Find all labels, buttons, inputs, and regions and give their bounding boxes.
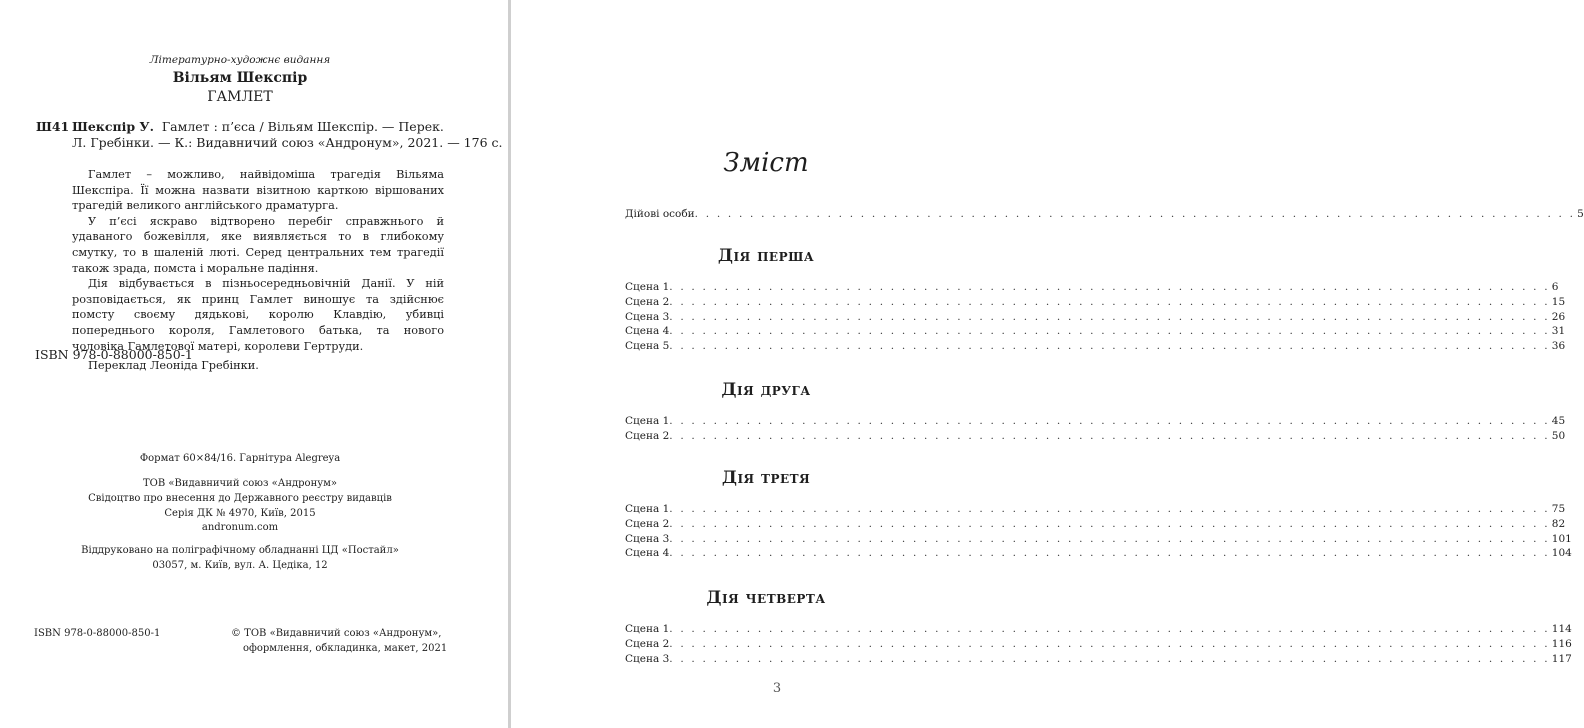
toc-entry[interactable] (625, 502, 1566, 517)
annotation-paragraph: Гамлет – можливо, найвідоміша трагедія Вільяма Шекспіра. Її можна назвати візитною карткою віршованих трагедій великого англійського драматурга. (72, 168, 444, 213)
toc-entry-label: Сцена 2 (625, 517, 670, 530)
toc-entry[interactable] (625, 280, 1559, 295)
toc-entry-label: Сцена 3 (625, 310, 670, 323)
dot-leader: . . . . . . . . . . . . . . . . . . . . . . . . . . . . . . . . . . . . . . . . . . . . . . . . . . . . . . . . . . . . . . . . . . . . . . . . . . . . . . . . (669, 415, 1550, 427)
catalog-line-2: Л. Гребінки. — К.: Видавничий союз «Андронум», 2021. — 176 с. (72, 135, 503, 150)
publisher-name: ТОВ «Видавничий союз «Андронум» (142, 478, 338, 489)
toc-entry-page: 114 (1551, 623, 1572, 635)
catalog-code: Ш41 (36, 119, 70, 134)
toc-entry-page: 6 (1551, 281, 1559, 293)
toc-entry-page: 5 (1577, 208, 1584, 220)
toc-entry-label: Сцена 1 (625, 623, 670, 635)
act-heading: Дія третя (721, 468, 811, 488)
toc-entry-label: Сцена 5 (625, 340, 670, 353)
dot-leader: . . . . . . . . . . . . . . . . . . . . . . . . . . . . . . . . . . . . . . . . . . . . . . . . . . . . . . . . . . . . . . . . . . . . . . . . . . . . . . . . (669, 623, 1550, 635)
toc-entry-page: 50 (1551, 429, 1566, 442)
toc-entry-label: Сцена 4 (625, 325, 670, 338)
genre-label: Літературно-художнє видання (149, 54, 331, 66)
printer-address: 03057, м. Київ, вул. А. Цедіка, 12 (152, 560, 328, 571)
dot-leader: . . . . . . . . . . . . . . . . . . . . . . . . . . . . . . . . . . . . . . . . . . . . . . . . . . . . . . . . . . . . . . . . . . . . . . . . . . . . . . . . (669, 503, 1550, 515)
toc-entry[interactable] (625, 295, 1566, 310)
toc-entry-label: Сцена 1 (625, 281, 670, 293)
catalog-author: Шекспір У. (72, 119, 154, 134)
right-page-contents (511, 0, 1016, 728)
toc-entry-page: 26 (1551, 310, 1566, 323)
toc-entry-page: 117 (1551, 652, 1572, 665)
toc-entry[interactable] (625, 622, 1572, 637)
toc-entry-page: 104 (1551, 547, 1572, 560)
format-info: Формат 60×84/16. Гарнітура Alegreya (139, 453, 341, 464)
toc-entry[interactable] (625, 637, 1572, 652)
toc-entry-label: Сцена 2 (625, 429, 670, 442)
printer-info: Віддруковано на поліграфічному обладнанні ЦД «Постайл» (81, 545, 399, 556)
author-name: Вільям Шекспір (172, 70, 308, 86)
contents-heading: Зміст (723, 148, 809, 178)
dot-leader: . . . . . . . . . . . . . . . . . . . . . . . . . . . . . . . . . . . . . . . . . . . . . . . . . . . . . . . . . . . . . . . . . . . . . . . . . . . . . . . . (669, 547, 1550, 560)
toc-entry[interactable] (625, 310, 1566, 325)
toc-entry-label: Дійові особи (625, 208, 695, 220)
dot-leader: . . . . . . . . . . . . . . . . . . . . . . . . . . . . . . . . . . . . . . . . . . . . . . . . . . . . . . . . . . . . . . . . . . . . . . . . . . . . . . . . (694, 208, 1576, 220)
publisher-website: andronum.com (201, 522, 279, 533)
dot-leader: . . . . . . . . . . . . . . . . . . . . . . . . . . . . . . . . . . . . . . . . . . . . . . . . . . . . . . . . . . . . . . . . . . . . . . . . . . . . . . . . (669, 295, 1550, 308)
annotation (72, 167, 444, 374)
dot-leader: . . . . . . . . . . . . . . . . . . . . . . . . . . . . . . . . . . . . . . . . . . . . . . . . . . . . . . . . . . . . . . . . . . . . . . . . . . . . . . . . (669, 652, 1550, 665)
toc-entry-page: 116 (1551, 637, 1572, 650)
translator-note: Переклад Леоніда Гребінки. (88, 359, 259, 373)
dot-leader: . . . . . . . . . . . . . . . . . . . . . . . . . . . . . . . . . . . . . . . . . . . . . . . . . . . . . . . . . . . . . . . . . . . . . . . . . . . . . . . . (669, 429, 1550, 442)
toc-entry-page: 36 (1551, 340, 1566, 353)
toc-entry-page: 82 (1551, 517, 1566, 530)
toc-entry[interactable] (625, 429, 1566, 444)
certificate-series: Серія ДК № 4970, Київ, 2015 (164, 508, 316, 519)
isbn: ISBN 978-0-88000-850-1 (35, 347, 193, 362)
act-heading: Дія друга (721, 380, 811, 400)
toc-entry-page: 31 (1551, 325, 1566, 338)
toc-entry-page: 15 (1551, 295, 1566, 308)
book-title: ГАМЛЕТ (207, 89, 273, 105)
toc-entry-label: Сцена 2 (625, 637, 670, 650)
catalog-description: Гамлет : п’єса / Вільям Шекспір. — Перек. (161, 119, 444, 134)
toc-entry[interactable] (625, 652, 1572, 667)
footer-copyright: © ТОВ «Видавничий союз «Андронум», (231, 628, 442, 639)
toc-entry-label: Сцена 4 (625, 547, 670, 560)
footer-copyright-details: оформлення, обкладинка, макет, 2021 (243, 643, 448, 654)
toc-entry[interactable] (625, 546, 1572, 561)
toc-entry-label: Сцена 2 (625, 295, 670, 308)
act-heading: Дія четверта (706, 588, 826, 608)
dot-leader: . . . . . . . . . . . . . . . . . . . . . . . . . . . . . . . . . . . . . . . . . . . . . . . . . . . . . . . . . . . . . . . . . . . . . . . . . . . . . . . . (669, 517, 1550, 530)
toc-entry-label: Сцена 3 (625, 652, 670, 665)
dot-leader: . . . . . . . . . . . . . . . . . . . . . . . . . . . . . . . . . . . . . . . . . . . . . . . . . . . . . . . . . . . . . . . . . . . . . . . . . . . . . . . . (669, 532, 1550, 545)
toc-entry[interactable] (625, 324, 1566, 339)
act-heading: Дія перша (717, 246, 815, 266)
toc-entry-page: 75 (1551, 503, 1566, 515)
toc-entry-label: Сцена 3 (625, 532, 670, 545)
annotation-paragraph: Дія відбувається в пізньосередньовічній Данії. У ній розповідається, як принц Гамлет виношує та здійснює помсту своєму дядькові, королю Клавдію, убивці попереднього короля, Гамлетового батька, та нового чоловіка Гамлетової матері, королеви Гертруди. (72, 277, 444, 353)
toc-entry-label: Сцена 1 (625, 503, 670, 515)
toc-entry-page: 101 (1551, 532, 1572, 545)
toc-entry-page: 45 (1551, 415, 1566, 427)
dot-leader: . . . . . . . . . . . . . . . . . . . . . . . . . . . . . . . . . . . . . . . . . . . . . . . . . . . . . . . . . . . . . . . . . . . . . . . . . . . . . . . . (669, 325, 1550, 338)
page-number: 3 (772, 681, 782, 696)
dot-leader: . . . . . . . . . . . . . . . . . . . . . . . . . . . . . . . . . . . . . . . . . . . . . . . . . . . . . . . . . . . . . . . . . . . . . . . . . . . . . . . . (669, 340, 1550, 353)
toc-entry[interactable] (625, 207, 1584, 222)
toc-entry[interactable] (625, 339, 1566, 354)
publisher-certificate: Свідоцтво про внесення до Державного реєстру видавців (88, 493, 392, 504)
toc-entry[interactable] (625, 517, 1566, 532)
dot-leader: . . . . . . . . . . . . . . . . . . . . . . . . . . . . . . . . . . . . . . . . . . . . . . . . . . . . . . . . . . . . . . . . . . . . . . . . . . . . . . . . (669, 310, 1550, 323)
toc-entry[interactable] (625, 532, 1572, 547)
catalog-line-1 (72, 119, 444, 134)
footer-isbn: ISBN 978-0-88000-850-1 (34, 628, 161, 639)
toc-entry-label: Сцена 1 (625, 415, 670, 427)
toc-entry[interactable] (625, 414, 1566, 429)
dot-leader: . . . . . . . . . . . . . . . . . . . . . . . . . . . . . . . . . . . . . . . . . . . . . . . . . . . . . . . . . . . . . . . . . . . . . . . . . . . . . . . . (669, 637, 1550, 650)
dot-leader: . . . . . . . . . . . . . . . . . . . . . . . . . . . . . . . . . . . . . . . . . . . . . . . . . . . . . . . . . . . . . . . . . . . . . . . . . . . . . . . . (669, 281, 1550, 293)
annotation-paragraph: У п’єсі яскраво відтворено перебіг справжнього й удаваного божевілля, яке виявляється то в глибокому смутку, то в шаленій люті. Серед центральних тем трагедії також зрада, помста і моральне падіння. (72, 214, 444, 275)
